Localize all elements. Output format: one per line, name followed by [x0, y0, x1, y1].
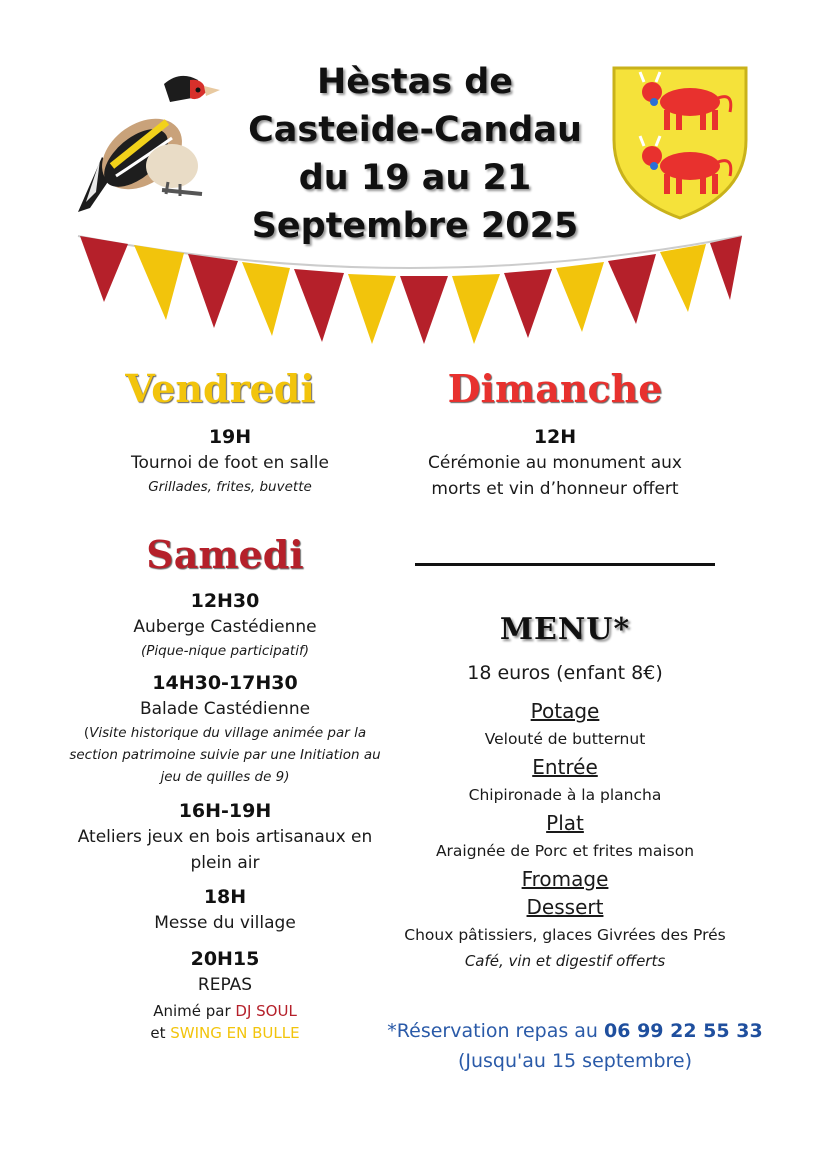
band-name: SWING EN BULLE — [170, 1024, 300, 1042]
title-line-4: Septembre 2025 — [251, 206, 579, 246]
section-divider — [415, 563, 715, 566]
vendredi-heading: Vendredi — [125, 366, 315, 411]
reservation-deadline: (Jusqu'au 15 septembre) — [457, 1050, 693, 1072]
animation-line-2 — [60, 1022, 390, 1044]
menu-title: MENU* — [499, 612, 631, 647]
reservation-phone: 06 99 22 55 33 — [604, 1020, 763, 1042]
event-activity: Balade Castédienne — [139, 699, 311, 719]
reservation-text: *Réservation repas au — [387, 1020, 605, 1042]
dj-name: DJ SOUL — [235, 1002, 297, 1020]
course-label: Dessert — [526, 895, 604, 919]
menu-extras: Café, vin et digestif offerts — [464, 952, 666, 970]
vendredi-time: 19H — [208, 426, 252, 448]
title-line-3: du 19 au 21 — [298, 158, 532, 198]
dimanche-activity-line-2: morts et vin d’honneur offert — [431, 479, 679, 499]
note-paren: ( — [83, 725, 90, 741]
event-activity-line-1: Ateliers jeux en bois artisanaux en — [77, 827, 373, 847]
vendredi-note: Grillades, frites, buvette — [148, 479, 312, 495]
event-time: 14H30-17H30 — [152, 672, 298, 694]
animation-prefix: Animé par — [153, 1002, 236, 1020]
goldfinch-illustration — [72, 62, 222, 217]
dimanche-time: 12H — [533, 426, 577, 448]
vendredi-activity: Tournoi de foot en salle — [131, 453, 329, 473]
menu-block — [395, 612, 735, 973]
event-activity: Auberge Castédienne — [133, 617, 317, 637]
event-note — [60, 722, 390, 744]
dimanche-heading: Dimanche — [447, 366, 663, 411]
coat-of-arms-icon — [606, 62, 754, 222]
event-time: 16H-19H — [178, 800, 272, 822]
event-time: 12H30 — [190, 590, 260, 612]
reservation-line — [380, 1016, 770, 1046]
vendredi-block — [70, 424, 390, 498]
menu-price: 18 euros (enfant 8€) — [467, 662, 663, 684]
course-dish: Choux pâtissiers, glaces Givrées des Prés — [404, 926, 726, 944]
event-title — [210, 58, 620, 250]
event-time: 20H15 — [190, 948, 260, 970]
reservation-block — [380, 1016, 770, 1076]
bunting-decoration — [76, 230, 744, 348]
dimanche-block — [395, 424, 715, 502]
animation-and: et — [150, 1024, 171, 1042]
samedi-heading: Samedi — [146, 532, 304, 577]
event-note-line-3: jeu de quilles de 9) — [160, 769, 290, 785]
event-note-line-2: section patrimoine suivie par une Initiation au — [69, 747, 381, 763]
course-dish: Araignée de Porc et frites maison — [435, 842, 695, 860]
course-dish: Chipironade à la plancha — [468, 786, 662, 804]
animation-line — [60, 1000, 390, 1022]
note-line-1: Visite historique du village animée par la — [89, 725, 367, 741]
event-activity: Messe du village — [154, 913, 296, 933]
event-activity-line-2: plein air — [190, 853, 260, 873]
event-note: (Pique-nique participatif) — [140, 643, 309, 659]
event-time: 18H — [203, 886, 247, 908]
samedi-block — [60, 588, 390, 1044]
course-label: Entrée — [532, 755, 598, 779]
course-label: Plat — [546, 811, 584, 835]
title-line-2: Casteide-Candau — [248, 110, 582, 150]
title-line-1: Hèstas de — [316, 62, 514, 102]
course-label: Fromage — [521, 867, 609, 891]
course-dish: Velouté de butternut — [484, 730, 646, 748]
event-activity: REPAS — [197, 975, 253, 995]
course-label: Potage — [530, 699, 600, 723]
dimanche-activity-line-1: Cérémonie au monument aux — [428, 453, 682, 473]
